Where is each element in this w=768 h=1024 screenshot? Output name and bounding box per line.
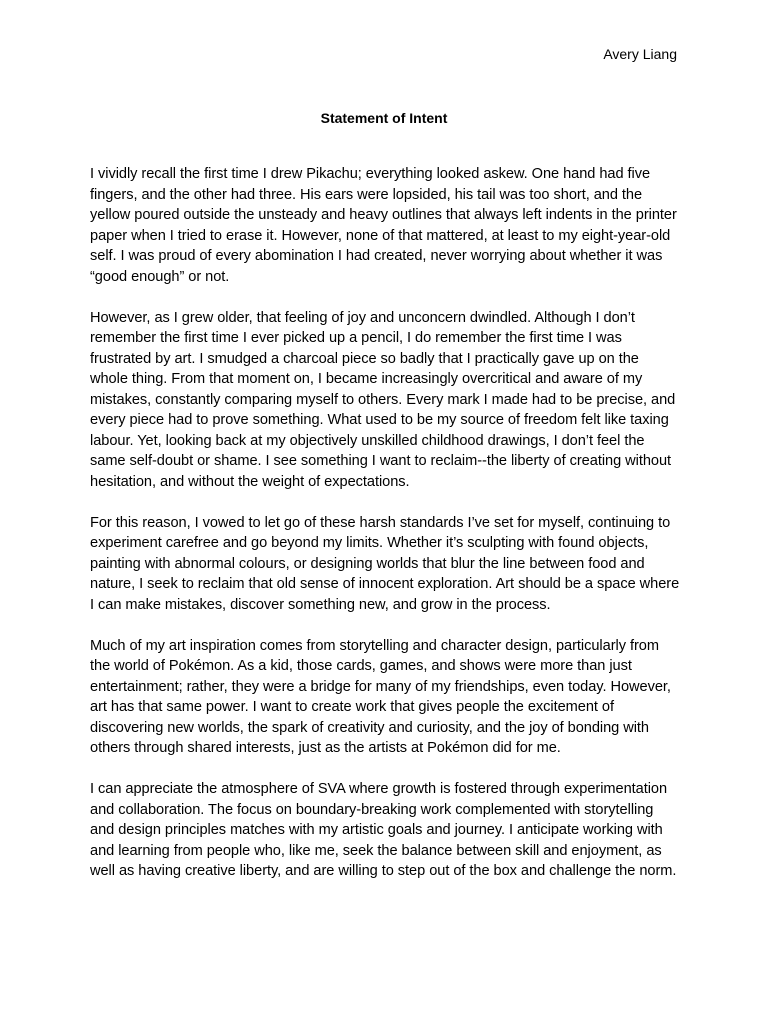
author-name: Avery Liang [603, 46, 677, 62]
paragraph-1: I vividly recall the first time I drew Pikachu; everything looked askew. One hand had five fingers, and the other had three. His ears were lopsided, his tail was too short, and the yellow poured outside the unsteady and heavy outlines that always left indents in the printer paper when I tried to erase it. However, none of that mattered, at least to my eight-year-old self. I was proud of every abomination I had created, never worrying about whether it was “good enough” or not. [90, 166, 677, 285]
document-body [90, 164, 680, 902]
document-title: Statement of Intent [320, 110, 448, 126]
paragraph-2: However, as I grew older, that feeling of joy and unconcern dwindled. Although I don’t remember the first time I ever picked up a pencil, I do remember the first time I was frustrated by art. I smudged a charcoal piece so badly that I practically gave up on the whole thing. From that moment on, I became increasingly overcritical and aware of my mistakes, constantly comparing myself to others. Every mark I made had to be precise, and every piece had to prove something. What used to be my source of freedom felt like taxing labour. Yet, looking back at my objectively unskilled childhood drawings, I don’t feel the same self-doubt or shame. I see something I want to reclaim--the liberty of creating without hesitation, and without the weight of expectations. [90, 309, 676, 490]
paragraph-3: For this reason, I vowed to let go of these harsh standards I’ve set for myself, continuing to experiment carefree and go beyond my limits. Whether it’s sculpting with found objects, painting with abnormal colours, or designing worlds that blur the line between food and nature, I seek to reclaim that old sense of innocent exploration. Art should be a space where I can make mistakes, discover something new, and grow in the process. [90, 514, 680, 613]
paragraph-4: Much of my art inspiration comes from storytelling and character design, particularly from the world of Pokémon. As a kid, those cards, games, and shows were more than just entertainment; rather, they were a bridge for many of my friendships, even today. However, art has that same power. I want to create work that gives people the excitement of discovering new worlds, the spark of creativity and curiosity, and the joy of bonding with others through shared interests, just as the artists at Pokémon did for me. [90, 637, 671, 756]
paragraph-5: I can appreciate the atmosphere of SVA where growth is fostered through experimentation and collaboration. The focus on boundary-breaking work complemented with storytelling and design principles matches with my artistic goals and journey. I anticipate working with and learning from people who, like me, seek the balance between skill and enjoyment, as well as having creative liberty, and are willing to step out of the box and challenge the norm. [90, 781, 677, 879]
